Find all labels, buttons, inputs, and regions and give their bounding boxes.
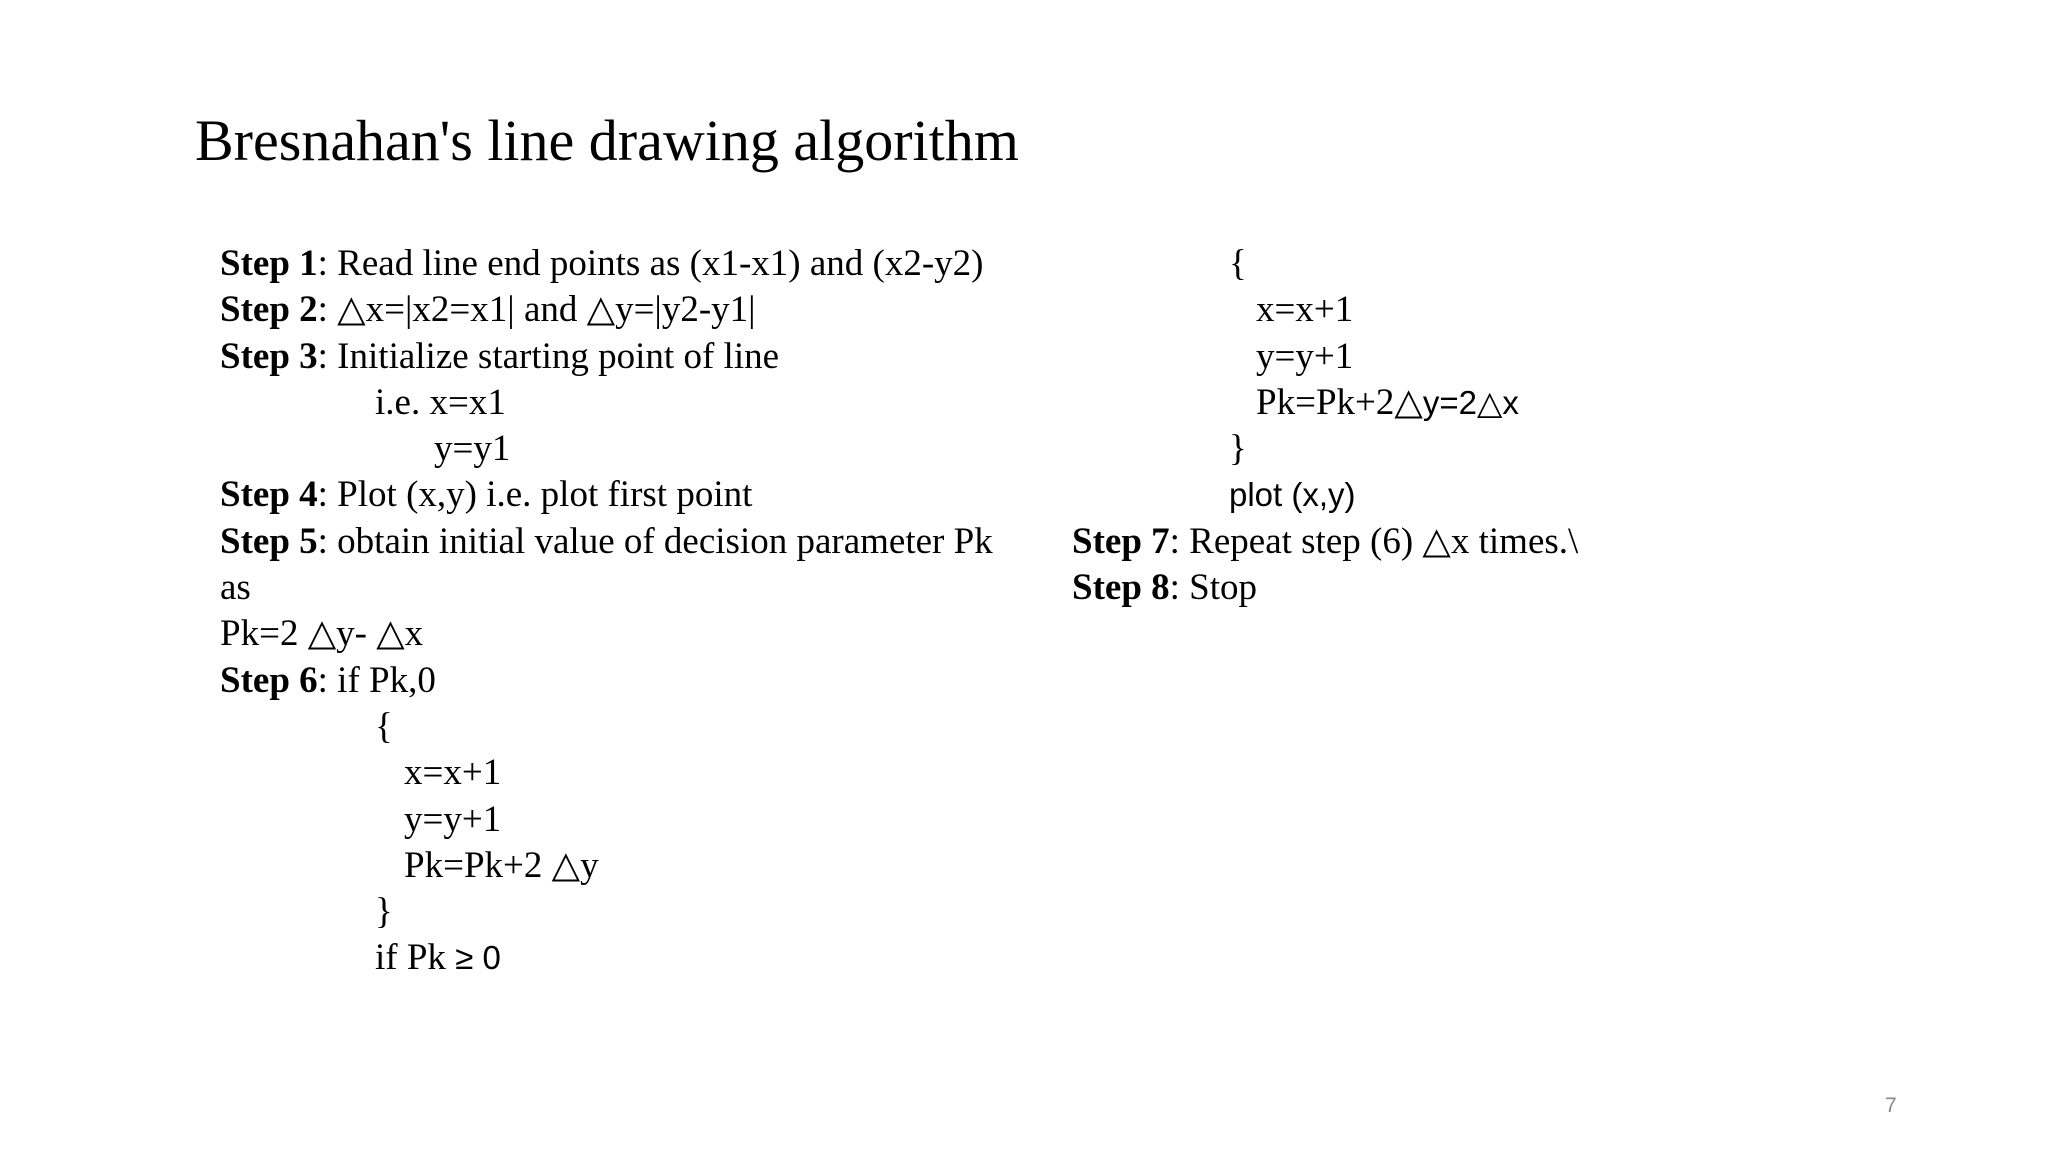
step-2-text: : △x=|x2=x1| and △y=|y2-y1| (317, 289, 756, 331)
step-6-text: : if Pk,0 (317, 659, 436, 701)
plot-statement: plot (x,y) (1229, 476, 1356, 514)
step-5-label: Step 5 (220, 520, 318, 562)
step-7-label: Step 7 (1072, 520, 1170, 562)
step-1-text: : Read line end points as (x1-x1) and (x2-y2) (317, 243, 984, 284)
right-pk-update-serif: Pk=Pk+2△ (1256, 381, 1423, 423)
condition-pk-ge-zero (220, 935, 1050, 981)
right-pk-update (1072, 380, 1672, 426)
step-5-main (220, 519, 993, 565)
step-3-label: Step 3 (220, 335, 318, 377)
step-4 (220, 472, 1050, 518)
left-y-update: y=y+1 (404, 798, 502, 840)
right-pk-update-sans: y=2△x (1422, 383, 1519, 421)
step-2 (220, 287, 1050, 333)
left-pk-update: Pk=Pk+2 △y (404, 844, 599, 886)
page-number: 7 (1885, 1094, 1897, 1117)
condition-sans-part: ≥ 0 (455, 939, 501, 977)
step-7-text: : Repeat step (6) △x times.\ (1169, 520, 1579, 562)
step-4-text: : Plot (x,y) i.e. plot first point (317, 474, 753, 516)
step-3-text: : Initialize starting point of line (317, 335, 780, 377)
step-5 (220, 519, 1030, 565)
step-8-label: Step 8 (1072, 567, 1170, 609)
step-1 (220, 241, 1050, 287)
right-y-update: y=y+1 (1256, 335, 1354, 377)
step-3 (220, 334, 1050, 380)
step-1-label: Step 1 (220, 243, 318, 284)
step-5-continuation: as (220, 567, 251, 609)
left-x-update: x=x+1 (404, 752, 502, 794)
condition-serif-part: if Pk (375, 937, 456, 979)
algorithm-steps-left (220, 241, 1050, 982)
algorithm-steps-right (1072, 241, 1672, 611)
step-6 (220, 658, 1050, 704)
right-brace-close: } (1229, 428, 1247, 470)
step-5-text: : obtain initial value of decision parameter Pk (317, 520, 993, 562)
init-y: y=y1 (434, 428, 511, 470)
right-x-update: x=x+1 (1256, 289, 1354, 331)
left-brace-close: } (375, 891, 393, 933)
step-6-label: Step 6 (220, 659, 318, 701)
right-brace-open: { (1229, 243, 1247, 284)
pk-initial-formula: Pk=2 △y- △x (220, 613, 424, 655)
init-x: i.e. x=x1 (375, 381, 506, 423)
step-7 (1072, 519, 1672, 565)
step-2-label: Step 2 (220, 289, 318, 331)
slide-title: Bresnahan's line drawing algorithm (195, 108, 1019, 173)
step-4-label: Step 4 (220, 474, 318, 516)
left-brace-open: { (375, 705, 393, 747)
step-8-text: : Stop (1169, 567, 1258, 609)
step-8 (1072, 565, 1672, 611)
